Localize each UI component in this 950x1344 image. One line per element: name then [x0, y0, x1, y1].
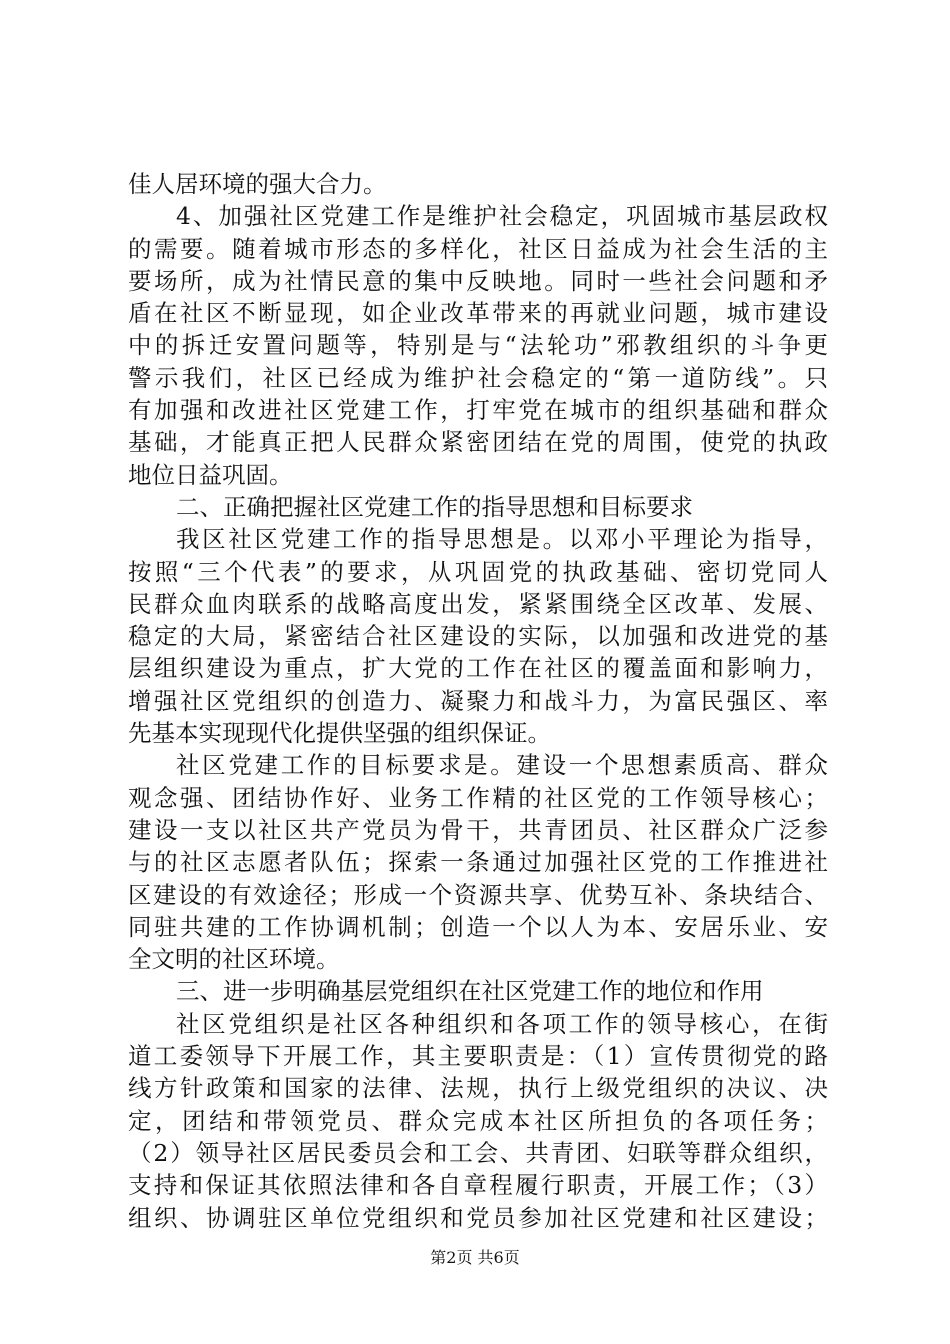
text-line: 佳人居环境的强大合力。 — [128, 170, 387, 198]
text-line: 区建设的有效途径；形成一个资源共享、优势互补、条块结合、 — [128, 880, 828, 909]
text-line: 先基本实现现代化提供坚强的组织保证。 — [128, 719, 551, 748]
text-line: 社区党建工作的目标要求是。建设一个思想素质高、群众 — [176, 751, 828, 780]
text-line: 稳定的大局，紧密结合社区建设的实际，以加强和改进党的基 — [128, 622, 828, 651]
text-line: 建设一支以社区共产党员为骨干，共青团员、社区群众广泛参 — [128, 815, 828, 844]
text-line: 有加强和改进社区党建工作，打牢党在城市的组织基础和群众 — [128, 396, 828, 425]
text-line: （2）领导社区居民委员会和工会、共青团、妇联等群众组织， — [128, 1138, 828, 1167]
text-line: 同驻共建的工作协调机制；创造一个以人为本、安居乐业、安 — [128, 912, 828, 941]
text-line: 道工委领导下开展工作，其主要职责是：（1）宣传贯彻党的路 — [128, 1042, 828, 1071]
text-line: 的需要。随着城市形态的多样化，社区日益成为社会生活的主 — [128, 234, 828, 263]
text-line: 观念强、团结协作好、业务工作精的社区党的工作领导核心； — [128, 783, 828, 812]
text-line: 地位日益巩固。 — [128, 460, 293, 489]
text-line: 基础，才能真正把人民群众紧密团结在党的周围，使党的执政 — [128, 428, 828, 457]
text-line: 要场所，成为社情民意的集中反映地。同时一些社会问题和矛 — [128, 266, 828, 295]
text-line: 增强社区党组织的创造力、凝聚力和战斗力，为富民强区、率 — [128, 686, 828, 715]
text-line: 中的拆迁安置问题等，特别是与“法轮功”邪教组织的斗争更 — [128, 331, 828, 360]
text-line: 全文明的社区环境。 — [128, 945, 340, 974]
text-line: 组织、协调驻区单位党组织和党员参加社区党建和社区建设； — [128, 1203, 828, 1232]
text-line: 层组织建设为重点，扩大党的工作在社区的覆盖面和影响力， — [128, 654, 828, 683]
text-line: 社区党组织是社区各种组织和各项工作的领导核心，在街 — [176, 1009, 828, 1038]
text-line: 4、加强社区党建工作是维护社会稳定，巩固城市基层政权 — [176, 202, 828, 231]
text-line: 盾在社区不断显现，如企业改革带来的再就业问题，城市建设 — [128, 299, 828, 328]
text-line: 民群众血肉联系的战略高度出发，紧紧围绕全区改革、发展、 — [128, 589, 828, 618]
text-line: 按照“三个代表”的要求，从巩固党的执政基础、密切党同人 — [128, 557, 828, 586]
text-line: 与的社区志愿者队伍；探索一条通过加强社区党的工作推进社 — [128, 848, 828, 877]
text-line: 线方针政策和国家的法律、法规，执行上级党组织的决议、决 — [128, 1074, 828, 1103]
body-text — [128, 168, 828, 1234]
page-footer: 第2页 共6页 — [430, 1248, 520, 1267]
text-line: 二、正确把握社区党建工作的指导思想和目标要求 — [176, 492, 693, 521]
text-line: 定，团结和带领党员、群众完成本社区所担负的各项任务； — [128, 1106, 828, 1135]
text-line: 警示我们，社区已经成为维护社会稳定的“第一道防线”。只 — [128, 363, 828, 392]
text-line: 支持和保证其依照法律和各自章程履行职责，开展工作；（3） — [128, 1171, 828, 1200]
text-line: 三、进一步明确基层党组织在社区党建工作的地位和作用 — [176, 977, 764, 1006]
text-line: 我区社区党建工作的指导思想是。以邓小平理论为指导， — [176, 525, 828, 554]
